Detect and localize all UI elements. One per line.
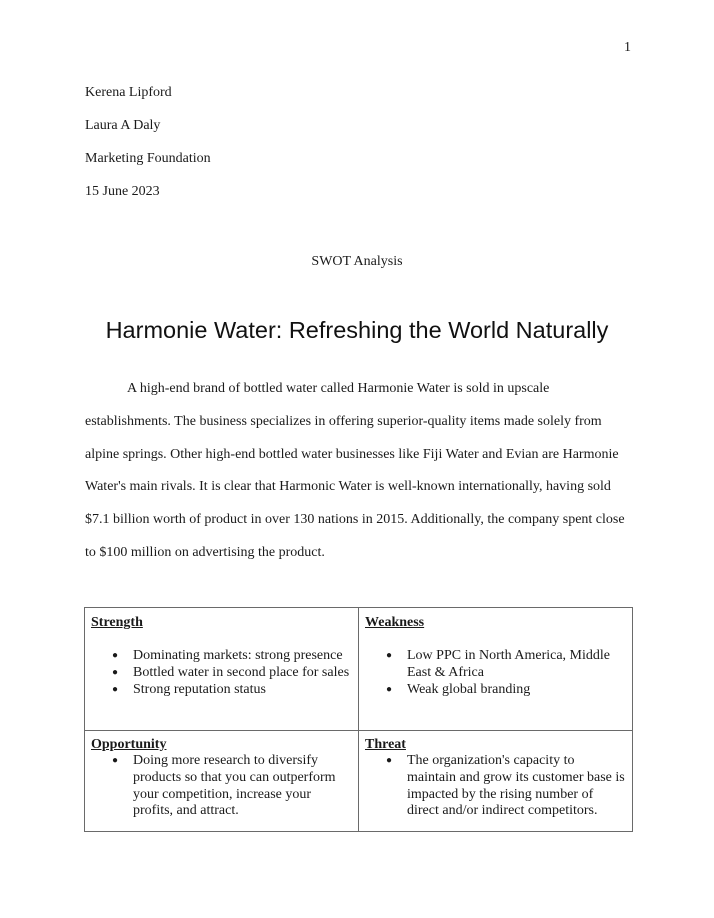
swot-row	[85, 731, 633, 832]
author-name: Kerena Lipford	[85, 85, 172, 100]
list-item: ● Weak global branding	[407, 682, 626, 699]
list-item: ● The organization's capacity to maintain and grow its customer base is impacted by the rising number of direct and/or indirect competitors.	[407, 753, 626, 820]
list-item: ● Doing more research to diversify products so that you can outperform your competition, increase your profits, and attract.	[133, 753, 352, 820]
document-title: Harmonie Water: Refreshing the World Naturally	[105, 317, 609, 343]
list-item: ● Bottled water in second place for sales	[133, 665, 352, 682]
strength-heading: Strength	[91, 615, 143, 630]
swot-row	[85, 608, 633, 731]
threat-list	[365, 753, 626, 820]
instructor-name: Laura A Daly	[85, 118, 161, 133]
list-item: ● Strong reputation status	[133, 682, 352, 699]
swot-table	[84, 607, 633, 832]
opportunity-cell	[85, 731, 359, 832]
weakness-heading: Weakness	[365, 615, 425, 630]
document-date: 15 June 2023	[85, 184, 160, 199]
list-item: ● Dominating markets: strong presence	[133, 648, 352, 665]
strength-cell	[85, 608, 359, 731]
opportunity-heading: Opportunity	[91, 737, 167, 752]
weakness-list	[365, 648, 626, 698]
page-number: 1	[624, 40, 631, 55]
document-label: SWOT Analysis	[311, 254, 403, 269]
list-item: ● Low PPC in North America, Middle East & Africa	[407, 648, 626, 682]
threat-heading: Threat	[365, 737, 406, 752]
threat-cell	[359, 731, 633, 832]
strength-list	[91, 648, 352, 698]
intro-paragraph: A high-end brand of bottled water called Harmonie Water is sold in upscale establishments. The business specializes in offering superior-quality items made solely from alpine springs. Other high-end bottled water businesses like Fiji Water and Evian are Harmonie Water's main rivals. It is clear that Harmonic Water is well-known internationally, having sold $7.1 billion worth of product in over 130 nations in 2015. Additionally, the company spent close to $100 million on advertising the product.	[85, 381, 625, 560]
course-name: Marketing Foundation	[85, 151, 211, 166]
weakness-cell	[359, 608, 633, 731]
opportunity-list	[91, 753, 352, 820]
